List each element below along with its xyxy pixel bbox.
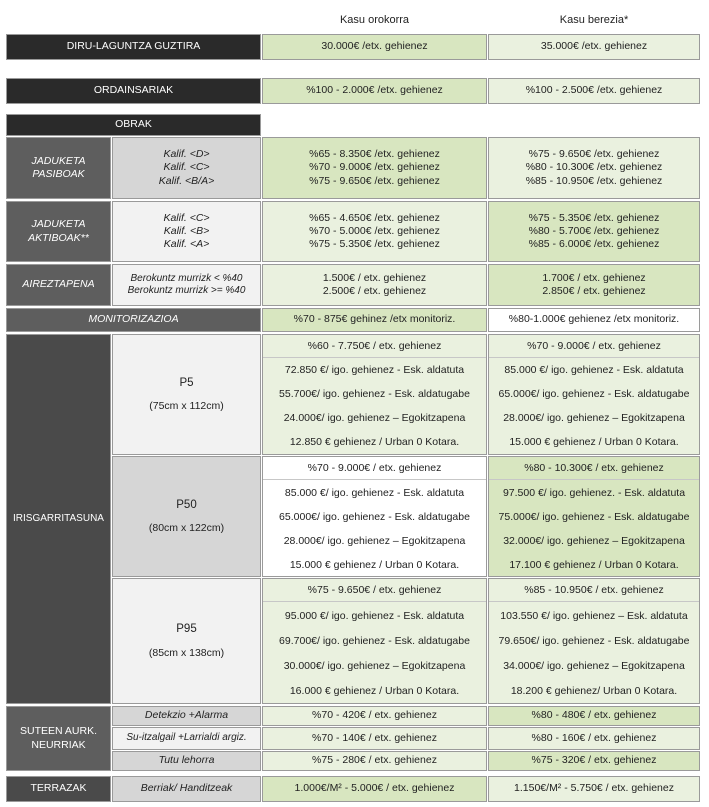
p95-special-line: %85 - 10.950€ / etx. gehienez bbox=[524, 584, 664, 597]
p95-special-line: 18.200 € gehienez/ Urban 0 Kotara. bbox=[510, 684, 678, 697]
fees-label: ORDAINSARIAK bbox=[6, 78, 261, 104]
p5-general-line: 24.000€/ igo. gehienez – Egokitzapena bbox=[283, 412, 466, 425]
terraces-special: 1.150€/M² - 5.750€ / etx. gehienez bbox=[488, 776, 700, 802]
p50-size: P50 (80cm x 122cm) bbox=[112, 456, 261, 577]
fire-condition: Su-itzalgail +Larrialdi argiz. bbox=[112, 727, 261, 750]
p5-general-line: 72.850 €/ igo. gehienez - Esk. aldatuta bbox=[284, 364, 465, 377]
active-conditions: Kalif. <C> Kalif. <B> Kalif. <A> bbox=[112, 201, 261, 262]
monitoring-label: MONITORIZAZIOA bbox=[6, 308, 261, 332]
p5-special-line: 65.000€/ igo. gehienez - Esk. aldatugabe bbox=[498, 388, 690, 401]
p5-general-line: 12.850 € gehienez / Urban 0 Kotara. bbox=[289, 436, 460, 449]
p50-general-line: 28.000€/ igo. gehienez – Egokitzapena bbox=[283, 535, 466, 548]
fire-special: %75 - 320€ / etx. gehienez bbox=[488, 751, 700, 771]
total-subsidy-label: DIRU-LAGUNTZA GUZTIRA bbox=[6, 34, 261, 60]
active-general: %65 - 4.650€ /etx. gehienez %70 - 5.000€ /etx. gehienez %75 - 5.350€ /etx. gehienez bbox=[262, 201, 487, 262]
p5-special-line: 85.000 €/ igo. gehienez - Esk. aldatuta bbox=[504, 364, 684, 377]
monitoring-special: %80-1.000€ gehienez /etx monitoriz. bbox=[488, 308, 700, 332]
divider bbox=[489, 601, 699, 602]
total-subsidy-special: 35.000€ /etx. gehienez bbox=[488, 34, 700, 60]
fire-general: %70 - 420€ / etx. gehienez bbox=[262, 706, 487, 726]
fire-condition: Detekzio +Alarma bbox=[112, 706, 261, 726]
divider bbox=[263, 357, 486, 358]
terraces-general: 1.000€/M² - 5.000€ / etx. gehienez bbox=[262, 776, 487, 802]
p50-special-line: 75.000€/ igo. gehienez - Esk. aldatugabe bbox=[498, 511, 690, 524]
passive-general: %65 - 8.350€ /etx. gehienez %70 - 9.000€ /etx. gehienez %75 - 9.650€ /etx. gehienez bbox=[262, 137, 487, 199]
active-special: %75 - 5.350€ /etx. gehienez %80 - 5.700€ /etx. gehienez %85 - 6.000€ /etx. gehienez bbox=[488, 201, 700, 262]
accessibility-label: IRISGARRITASUNA bbox=[6, 334, 111, 704]
p5-general-line: 55.700€/ igo. gehienez - Esk. aldatugabe bbox=[279, 388, 470, 401]
column-header-general: Kasu orokorra bbox=[339, 14, 410, 26]
passive-special: %75 - 9.650€ /etx. gehienez %80 - 10.300€ /etx. gehienez %85 - 10.950€ /etx. gehienez bbox=[488, 137, 700, 199]
p50-special-line: 97.500 €/ igo. gehienez. - Esk. aldatuta bbox=[502, 487, 686, 500]
fire-special: %80 - 160€ / etx. gehienez bbox=[488, 727, 700, 750]
terraces-label: TERRAZAK bbox=[6, 776, 111, 802]
p95-general-line: 95.000 €/ igo. gehienez - Esk. aldatuta bbox=[284, 609, 465, 622]
p50-general-line: 85.000 €/ igo. gehienez - Esk. aldatuta bbox=[284, 487, 465, 500]
fees-general: %100 - 2.000€ /etx. gehienez bbox=[262, 78, 487, 104]
p5-general-line: %60 - 7.750€ / etx. gehienez bbox=[307, 340, 442, 353]
active-envelope-label: JADUKETA AKTIBOAK** bbox=[6, 201, 111, 262]
p5-special-line: %70 - 9.000€ / etx. gehienez bbox=[527, 340, 661, 353]
divider bbox=[263, 479, 486, 480]
p50-special-line: 17.100 € gehienez / Urban 0 Kotara. bbox=[509, 559, 679, 572]
p95-special-line: 103.550 €/ igo. gehienez – Esk. aldatuta bbox=[500, 609, 688, 622]
p95-general-line: 69.700€/ igo. gehienez - Esk. aldatugabe bbox=[279, 634, 470, 647]
p50-special-line: %80 - 10.300€ / etx. gehienez bbox=[524, 462, 664, 475]
passive-conditions: Kalif. <D> Kalif. <C> Kalif. <B/A> bbox=[112, 137, 261, 199]
terraces-condition: Berriak/ Handitzeak bbox=[112, 776, 261, 802]
fire-general: %75 - 280€ / etx. gehienez bbox=[262, 751, 487, 771]
ventilation-special: 1.700€ / etx. gehienez 2.850€ / etx. gehienez bbox=[488, 264, 700, 306]
monitoring-general: %70 - 875€ gehinez /etx monitoriz. bbox=[262, 308, 487, 332]
fees-special: %100 - 2.500€ /etx. gehienez bbox=[488, 78, 700, 104]
p95-general-line: 30.000€/ igo. gehienez – Egokitzapena bbox=[283, 659, 466, 672]
p5-size: P5 (75cm x 112cm) bbox=[112, 334, 261, 455]
p95-size: P95 (85cm x 138cm) bbox=[112, 578, 261, 704]
p50-general-line: 65.000€/ igo. gehienez - Esk. aldatugabe bbox=[279, 511, 470, 524]
ventilation-conditions: Berokuntz murrizk < %40 Berokuntz murrizk >= %40 bbox=[112, 264, 261, 306]
p95-general-line: 16.000 € gehienez / Urban 0 Kotara. bbox=[289, 684, 460, 697]
p50-general-line: %70 - 9.000€ / etx. gehienez bbox=[307, 462, 442, 475]
divider bbox=[489, 479, 699, 480]
p95-special-line: 34.000€/ igo. gehienez – Egokitzapena bbox=[503, 659, 685, 672]
fire-general: %70 - 140€ / etx. gehienez bbox=[262, 727, 487, 750]
ventilation-general: 1.500€ / etx. gehienez 2.500€ / etx. gehienez bbox=[262, 264, 487, 306]
fire-special: %80 - 480€ / etx. gehienez bbox=[488, 706, 700, 726]
fire-condition: Tutu lehorra bbox=[112, 751, 261, 771]
p95-special-line: 79.650€/ igo. gehienez - Esk. aldatugabe bbox=[498, 634, 690, 647]
column-header-special: Kasu berezia* bbox=[559, 14, 629, 26]
p5-special-line: 15.000 € gehienez / Urban 0 Kotara. bbox=[509, 436, 679, 449]
passive-envelope-label: JADUKETA PASIBOAK bbox=[6, 137, 111, 199]
p95-general-line: %75 - 9.650€ / etx. gehienez bbox=[307, 584, 442, 597]
divider bbox=[489, 357, 699, 358]
divider bbox=[263, 601, 486, 602]
p50-general-line: 15.000 € gehienez / Urban 0 Kotara. bbox=[289, 559, 460, 572]
p5-special-line: 28.000€/ igo. gehienez – Egokitzapena bbox=[503, 412, 685, 425]
fire-measures-label: SUTEEN AURK. NEURRIAK bbox=[6, 706, 111, 771]
ventilation-label: AIREZTAPENA bbox=[6, 264, 111, 306]
works-header: OBRAK bbox=[6, 114, 261, 136]
p50-special-line: 32.000€/ igo. gehienez – Egokitzapena bbox=[503, 535, 685, 548]
total-subsidy-general: 30.000€ /etx. gehienez bbox=[262, 34, 487, 60]
